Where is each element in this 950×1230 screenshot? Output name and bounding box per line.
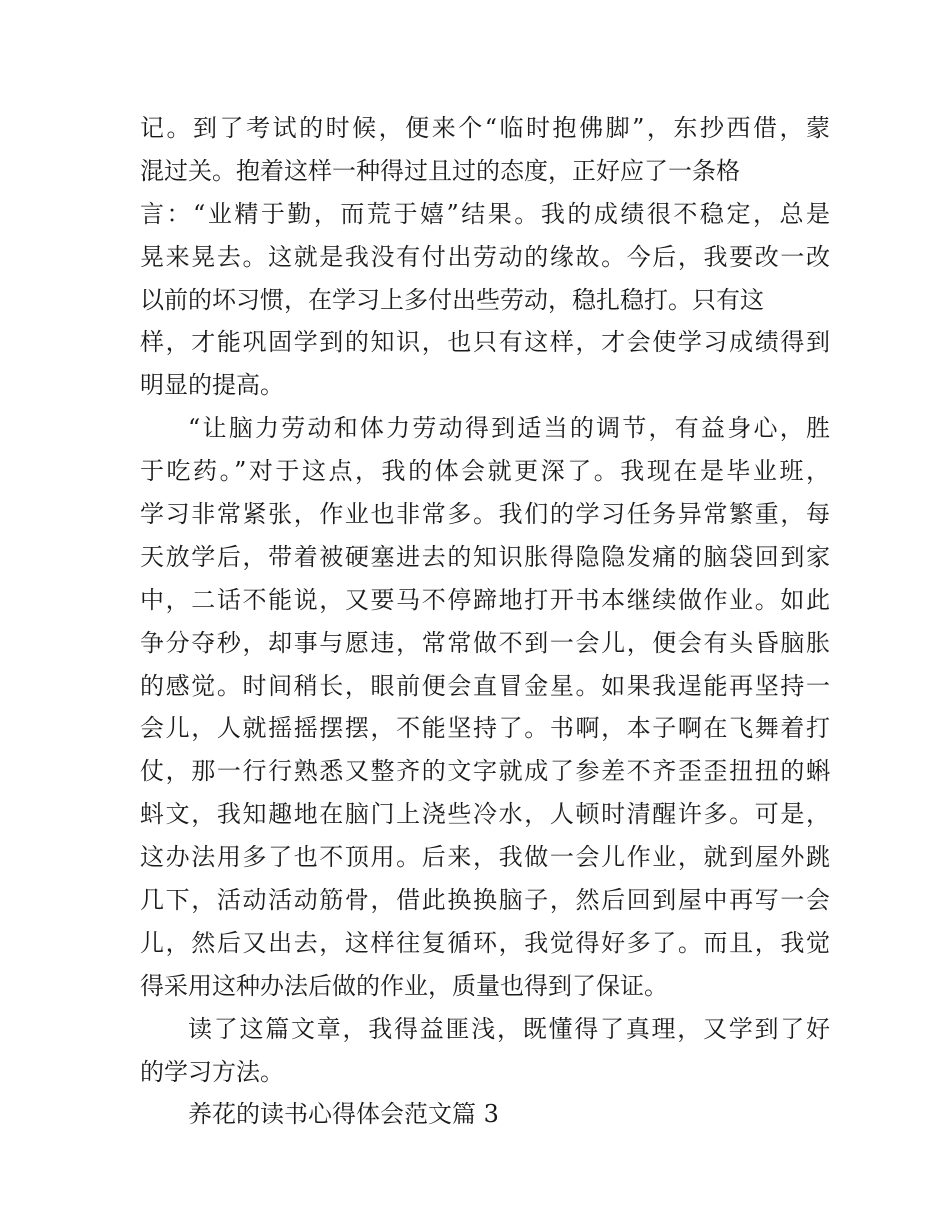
- text-line: 明显的提高。: [140, 371, 284, 400]
- document-body: [140, 107, 830, 1136]
- paragraph-first-line: 读了这篇文章，我得益匪浅，既懂得了真理，又学到了好: [188, 1014, 830, 1043]
- text-line: 的学习方法。: [140, 1057, 284, 1086]
- text-line: 晃来晃去。这就是我没有付出劳动的缘故。今后，我要改一改: [140, 242, 830, 271]
- text-line: 儿，然后又出去，这样往复循环，我觉得好多了。而且，我觉: [140, 928, 830, 957]
- text-line: 言：“业精于勤，而荒于嬉”结果。我的成绩很不稳定，总是: [140, 199, 830, 228]
- text-line: 于吃药。”对于这点，我的体会就更深了。我现在是毕业班，: [140, 457, 830, 486]
- section-heading: 养花的读书心得体会范文篇 3: [188, 1100, 499, 1129]
- text-line: 样，才能巩固学到的知识，也只有这样，才会使学习成绩得到: [140, 328, 830, 357]
- text-line: 争分夺秒，却事与愿违，常常做不到一会儿，便会有头昏脑胀: [140, 628, 830, 657]
- text-line: 得采用这种办法后做的作业，质量也得到了保证。: [140, 971, 668, 1000]
- text-line: 的感觉。时间稍长，眼前便会直冒金星。如果我逞能再坚持一: [140, 671, 830, 700]
- text-line: 混过关。抱着这样一种得过且过的态度，正好应了一条格: [140, 156, 740, 185]
- text-line: 蚪文，我知趣地在脑门上浇些冷水，人顿时清醒许多。可是，: [140, 800, 830, 829]
- text-line: 以前的坏习惯，在学习上多付出些劳动，稳扎稳打。只有这: [140, 285, 764, 314]
- text-line: 几下，活动活动筋骨，借此换换脑子，然后回到屋中再写一会: [140, 886, 830, 915]
- text-line: 这办法用多了也不顶用。后来，我做一会儿作业，就到屋外跳: [140, 843, 830, 872]
- text-line: 中，二话不能说，又要马不停蹄地打开书本继续做作业。如此: [140, 585, 830, 614]
- text-line: 仗，那一行行熟悉又整齐的文字就成了参差不齐歪歪扭扭的蝌: [140, 757, 830, 786]
- text-line: 学习非常紧张，作业也非常多。我们的学习任务异常繁重，每: [140, 500, 830, 529]
- text-line: 会儿，人就摇摇摆摆，不能坚持了。书啊，本子啊在飞舞着打: [140, 714, 830, 743]
- paragraph-first-line: “让脑力劳动和体力劳动得到适当的调节，有益身心，胜: [188, 414, 830, 443]
- text-line: 记。到了考试的时候，便来个“临时抱佛脚”，东抄西借，蒙: [140, 114, 830, 142]
- text-line: 天放学后，带着被硬塞进去的知识胀得隐隐发痛的脑袋回到家: [140, 542, 830, 571]
